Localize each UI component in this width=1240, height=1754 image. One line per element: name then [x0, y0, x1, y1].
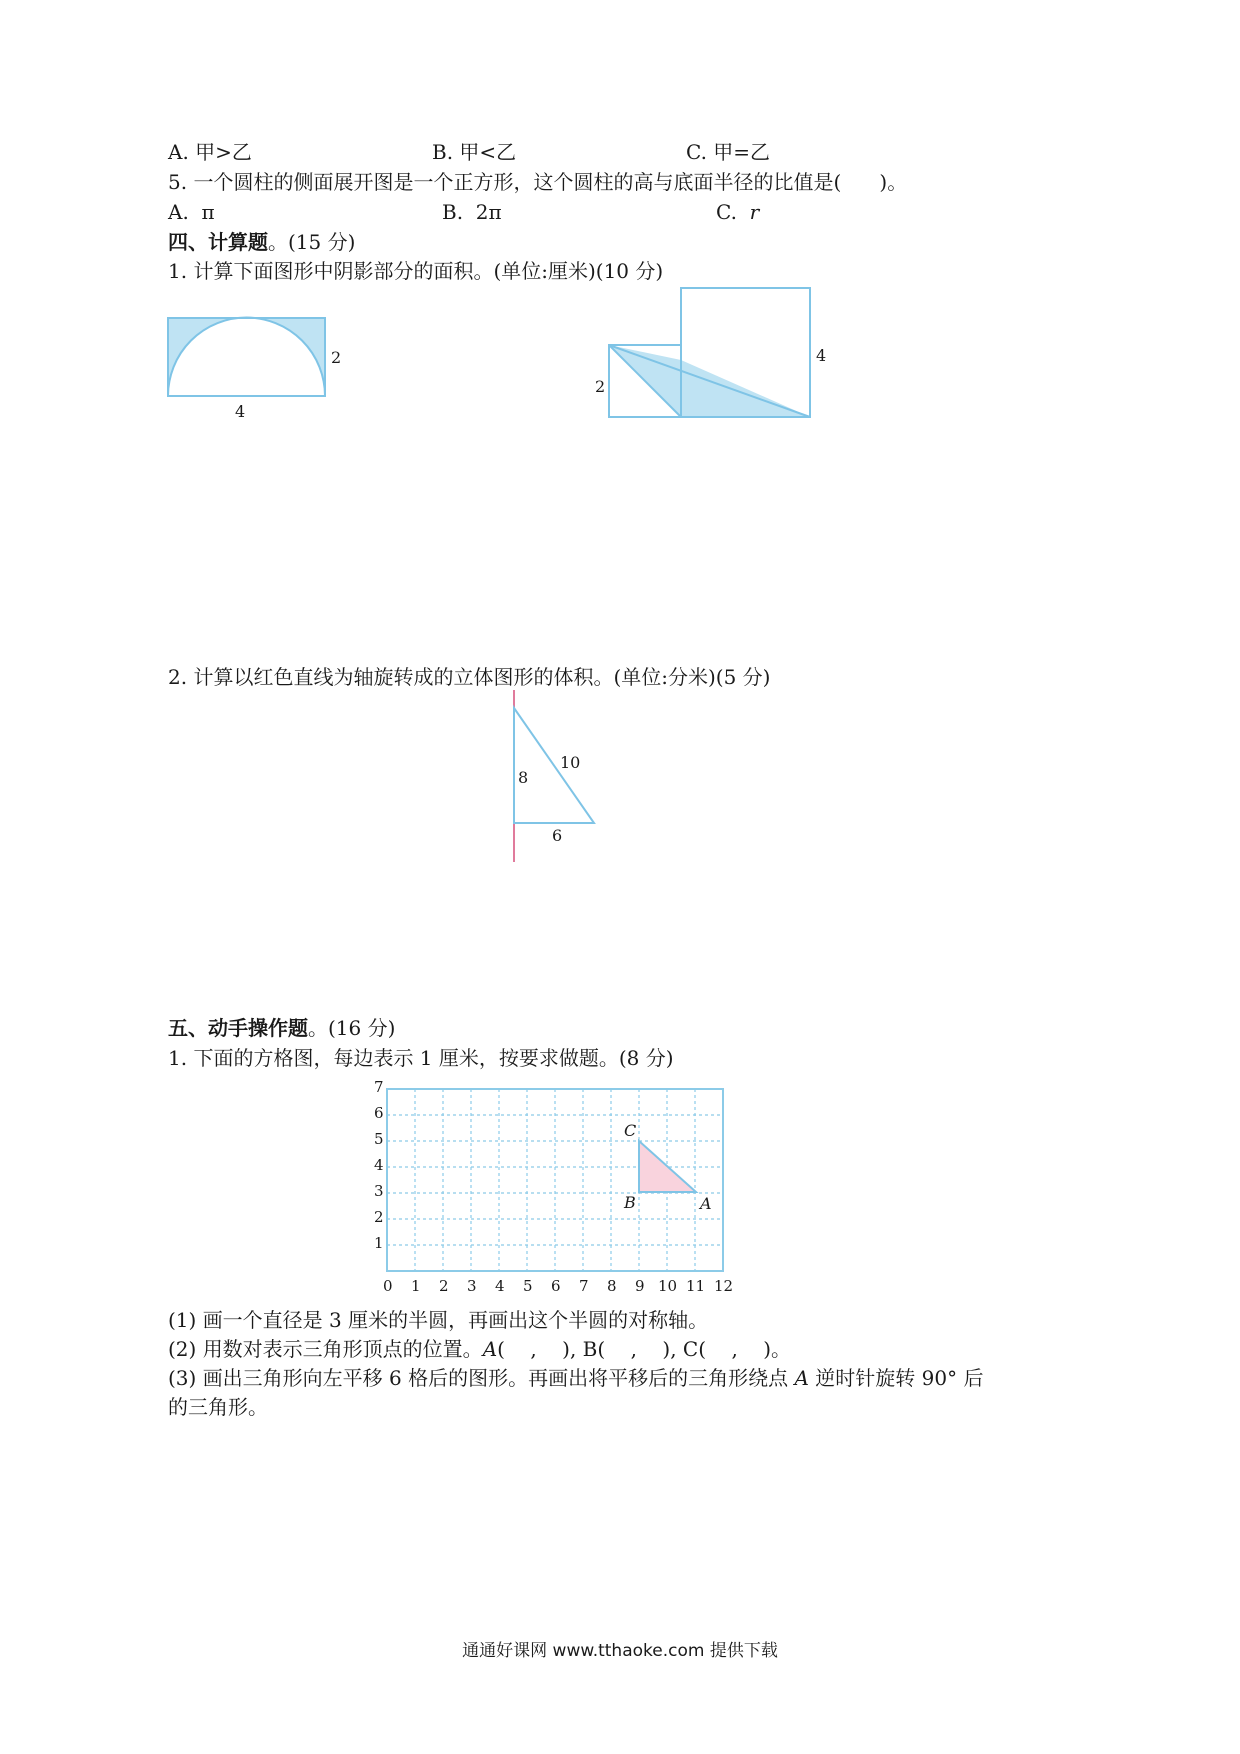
x-tick-label: 4: [495, 1277, 505, 1295]
fig1-rectangle-semicircle: [160, 310, 360, 410]
section5-heading: [168, 1016, 395, 1040]
y-tick-label: 1: [374, 1234, 384, 1252]
q4-option-b: B. 甲<乙: [432, 140, 517, 164]
fig2-squares-triangles: [600, 280, 820, 430]
y-tick-label: 3: [374, 1182, 384, 1200]
task-3: [168, 1366, 983, 1390]
section5-q1: 1. 下面的方格图，每边表示 1 厘米，按要求做题。(8 分): [168, 1046, 674, 1070]
q5-option-c: [716, 200, 759, 224]
x-tick-label: 8: [607, 1277, 617, 1295]
x-tick-label: 9: [635, 1277, 645, 1295]
fig3-base-label: 6: [552, 826, 563, 845]
task-3-point-a: A: [794, 1366, 809, 1390]
task-3-rest: 逆时针旋转 90° 后: [808, 1366, 984, 1390]
task-3-prefix: (3) 画出三角形向左平移 6 格后的图形。再画出将平移后的三角形绕点: [168, 1366, 795, 1390]
coordinate-grid: [380, 1082, 730, 1282]
footer-source: 通通好课网 www.tthaoke.com 提供下载: [462, 1641, 778, 1661]
fig2-left-label: 2: [595, 377, 606, 396]
task-1: (1) 画一个直径是 3 厘米的半圆，再画出这个半圆的对称轴。: [168, 1308, 709, 1332]
x-tick-label: 12: [714, 1277, 734, 1295]
section4-q1: 1. 计算下面图形中阴影部分的面积。(单位:厘米)(10 分): [168, 259, 664, 283]
q5-option-a: A. π: [168, 200, 215, 224]
q4-option-a: A. 甲>乙: [168, 140, 252, 164]
fig2-right-label: 4: [816, 346, 827, 365]
fig3-height-label: 8: [518, 768, 529, 787]
q5-option-c-prefix: C.: [716, 200, 750, 224]
section4-q2: 2. 计算以红色直线为轴旋转成的立体图形的体积。(单位:分米)(5 分): [168, 665, 771, 689]
section5-score: 。(16 分): [308, 1016, 396, 1040]
fig3-hypotenuse-label: 10: [560, 753, 581, 772]
point-a-label: A: [700, 1194, 712, 1213]
q5-option-b: B. 2π: [442, 200, 502, 224]
task-2-rest: ( , ), B( , ), C( , )。: [497, 1337, 792, 1361]
section4-title: 四、计算题: [168, 230, 268, 254]
point-b-label: B: [624, 1193, 636, 1212]
x-tick-label: 10: [658, 1277, 678, 1295]
fig1-side-label: 2: [331, 348, 342, 367]
section5-title: 五、动手操作题: [168, 1016, 308, 1040]
y-tick-label: 7: [374, 1078, 384, 1096]
y-tick-label: 2: [374, 1208, 384, 1226]
x-tick-label: 6: [551, 1277, 561, 1295]
x-tick-label: 2: [439, 1277, 449, 1295]
y-tick-label: 6: [374, 1104, 384, 1122]
y-tick-label: 5: [374, 1130, 384, 1148]
section4-score: 。(15 分): [268, 230, 356, 254]
section4-heading: [168, 230, 355, 254]
x-tick-label: 1: [411, 1277, 421, 1295]
x-tick-label: 0: [383, 1277, 393, 1295]
task-2-point-a: A: [482, 1337, 498, 1361]
x-tick-label: 7: [579, 1277, 589, 1295]
x-tick-label: 3: [467, 1277, 477, 1295]
task-3-line2: 的三角形。: [168, 1395, 268, 1419]
fig1-bottom-label: 4: [235, 402, 246, 421]
q4-option-c: C. 甲=乙: [686, 140, 771, 164]
x-tick-label: 5: [523, 1277, 533, 1295]
task-2-prefix: (2) 用数对表示三角形顶点的位置。: [168, 1337, 483, 1361]
q5-option-c-value: r: [749, 200, 760, 224]
y-tick-label: 4: [374, 1156, 384, 1174]
task-2: [168, 1337, 791, 1361]
x-tick-label: 11: [686, 1277, 706, 1295]
q5-stem: 5. 一个圆柱的侧面展开图是一个正方形，这个圆柱的高与底面半径的比值是( )。: [168, 170, 908, 194]
point-c-label: C: [624, 1121, 637, 1140]
